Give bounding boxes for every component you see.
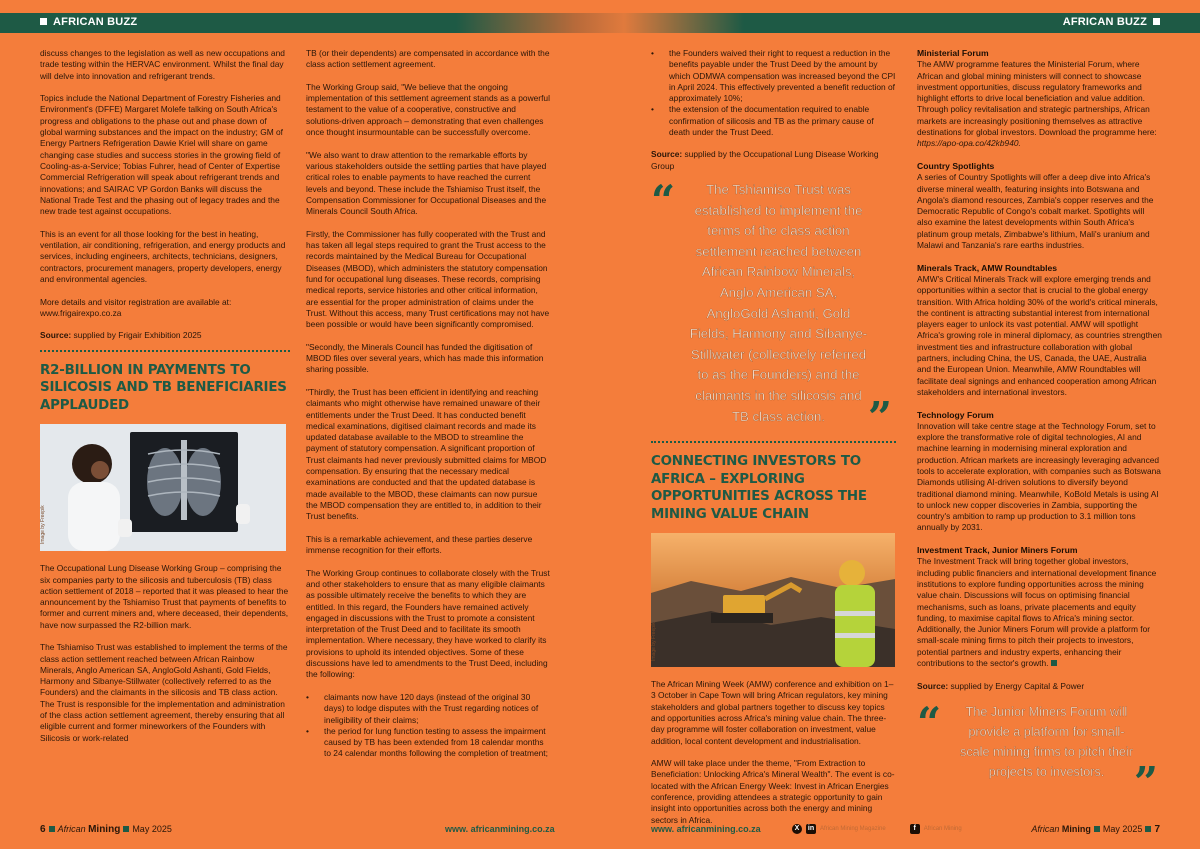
column-4 [917, 48, 1162, 807]
pull-quote-text: The Junior Miners Forum will provide a platform for small-scale mining firms to pitch their projects to investors. [960, 704, 1133, 779]
paragraph: TB (or their dependents) are compensated in accordance with the class action settlement agreement. [306, 48, 550, 70]
open-quote-icon: “ [651, 175, 676, 225]
programme-link[interactable]: https://apo-opa.co/42kb940. [917, 138, 1021, 149]
section-header-bar [0, 13, 1200, 33]
xray-photo [40, 424, 286, 551]
section-body: The AMW programme features the Ministerial Forum, where African and global mining ministers will connect to showcase investment opportunities, discuss regulatory frameworks and highlight efforts to drive local beneficiation and value addition. Through policy revitalisation and strategic partnerships, African markets are increasingly positioning themselves as attractive destinations for global investors. Download the programme here: [917, 59, 1157, 138]
dotted-divider [651, 441, 896, 443]
brand-name: African Mining [1031, 824, 1091, 834]
section-title: Technology Forum [917, 409, 994, 420]
section-label-left: AFRICAN BUZZ [40, 16, 137, 28]
column-1 [40, 48, 290, 755]
pull-quote [651, 175, 896, 443]
paragraph: This is a remarkable achievement, and these parties deserve immense recognition for their efforts. [306, 533, 533, 556]
source-line: Source: supplied by Energy Capital & Power [917, 680, 1085, 691]
linkedin-icon[interactable]: in [807, 825, 815, 832]
footer-left [40, 824, 172, 835]
dotted-divider [40, 350, 290, 352]
page-number-left: 6 [40, 824, 46, 835]
bullet-list [306, 692, 551, 760]
close-quote-icon: ” [1133, 757, 1158, 807]
bullet-list [651, 48, 896, 138]
section-title: Ministerial Forum [917, 48, 989, 58]
photo-credit: Image by Freepik [651, 622, 657, 662]
list-item: • the Founders waived their right to request a reduction in the benefits payable under the Trust Deed by the amount by which ODMWA compensation was increased beyond the CPI in April 2024. This effectively prevented a benefit reduction of approximately 10%; [651, 48, 896, 104]
column-3 [651, 48, 896, 837]
open-quote-icon: “ [917, 697, 942, 747]
pull-quote [917, 697, 1162, 807]
paragraph: AMW will take place under the theme, "From Extraction to Beneficiation: Unlocking Africa's Mineral Wealth". The event is co-located with the African Energy Week: Invest in African Energies conference, providing attendees a strategic opportunity to gain insight into opportunities across both the energy and mining sectors in Africa. [651, 758, 895, 825]
section-title: Minerals Track, AMW Roundtables [917, 262, 1058, 273]
section-minerals-track [917, 263, 1162, 399]
square-icon [1094, 826, 1100, 832]
section-body: A series of Country Spotlights will offer a deep dive into Africa's diverse mineral wealth, featuring insights into Botswana and Angola's diamond resources, Zambia's copper reserves and the Democratic Republic of Congo's cobalt market. Spotlights will also examine the latest developments within South Africa's platinum group metals, Zimbabwe's lithium, Mali's uranium and Malawi and Tanzania's rare earths industries. [917, 172, 1154, 251]
list-item: • the period for lung function testing to assess the impairment caused by TB has been extended from 18 calendar months to 24 calendar months following the completion of treatment; [306, 726, 551, 760]
square-icon [1153, 18, 1160, 25]
section-technology-forum [917, 410, 1162, 534]
section-label-right: AFRICAN BUZZ [1063, 16, 1160, 28]
list-item: • the extension of the documentation required to enable confirmation of silicosis and TB as the primary cause of death under the Trust Deed. [651, 104, 896, 138]
paragraph: "We also want to draw attention to the remarkable efforts by various stakeholders outside the settling parties that have played critical roles to enable payments to have reached the current levels and beyond. These include the Tshiamiso Trust itself, the Compensation Commissioner for Occupational Diseases and the Minerals Council South Africa. [306, 149, 547, 217]
photo-credit: Image by Freepik [40, 505, 46, 545]
facebook-icon[interactable]: f [910, 824, 920, 834]
section-body: The Investment Track will bring together global investors, including public financiers and international development finance institutions to explore funding opportunities across the mining value chain. Discussions will focus on optimising financial mechanisms, such as loans, private placements and equity funding, to maximise capital flows to Africa's mining sector. Additionally, the Junior Miners Forum will provide a platform for small-scale mining firms to pitch their projects to investors, potential partners and industry experts, enhancing their contributions to the sector's growth. [917, 556, 1157, 669]
source-line: Source: supplied by the Occupational Lung Disease Working Group [651, 149, 879, 171]
paragraph: Topics include the National Department of Forestry Fisheries and Environment's (DFFE) Margaret Molefe talking on South Africa's progress and obligations to the phase out and phase down of global warming substances and the impact on the industry; GM of Energy Partners Refrigeration Dawie Kriel will share on game changing case studies and success stories in the growing field of Cooling-as-a-Service; Tobias Fuhrer, head of Center of Expertise Commercial Refrigeration will speak about refrigerant trends and innovations; and SAIRAC VP Gordon Banks will discuss the National Trade Test and the phasing out of legacy trades and the new trade test against occupations. [40, 93, 284, 217]
section-ministerial-forum [917, 48, 1162, 150]
website-link-right[interactable]: www. africanmining.co.za [651, 824, 761, 834]
social-links [792, 824, 962, 834]
square-icon [49, 826, 55, 832]
paragraph: The Working Group said, "We believe that the ongoing implementation of this settlement agreement stands as a powerful testament to the value of a cooperative, constructive and solutions-driven approach – demonstrating that even challenges once thought insurmountable can be successfully overcome. [306, 81, 550, 138]
paragraph: The Tshiamiso Trust was established to implement the terms of the class action settlement reached between African Rainbow Minerals, Anglo American SA, AngloGold Ashanti, Gold Fields, Harmony and Sibanye-Stillwater (collectively referred to as the Founders) and the claimants in the silicosis and TB class action. The Trust is responsible for the implementation and administration of the class action settlement agreement, thereby ensuring that all eligible current and former mineworkers of the Founders with Silicosis or work-related [40, 642, 288, 743]
brand-name: African Mining [57, 824, 121, 835]
paragraph: More details and visitor registration are available at: www.frigairexpo.co.za [40, 296, 232, 318]
article-headline: R2-BILLION IN PAYMENTS TO SILICOSIS AND TB BENEFICIARIES APPLAUDED [40, 362, 287, 413]
paragraph: "Thirdly, the Trust has been efficient in identifying and reaching claimants who might otherwise have remained unaware of their entitlements under the Trust Deed. It has conducted benefit medical examinations, digitised claimant records and made its updated database available to the MBOD to streamline the payment of statutory compensation. A significant proportion of Trust claimants had never previously submitted claims for MBOD compensation. By ensuring that the necessary medical examinations are conducted and that the updated database is made available to the MBOD, these claimants can now pursue the MBOD compensation they are entitled to, in addition to their Trust benefits. [306, 386, 547, 522]
mining-illustration [651, 533, 895, 667]
square-icon [40, 18, 47, 25]
website-link-left[interactable]: www. africanmining.co.za [445, 824, 555, 834]
social-handle[interactable]: African Mining [923, 826, 962, 832]
paragraph: discuss changes to the legislation as well as new occupations and trade testing within the HERVAC environment. Whilst the final day will delve into innovation and refrigerant trends. [40, 48, 285, 81]
section-title: Country Spotlights [917, 160, 995, 171]
end-mark-icon [1051, 660, 1057, 666]
section-body: AMW's Critical Minerals Track will explore emerging trends and opportunities within a sector that is crucial to the global energy transition. With Africa holding 30% of the world's critical minerals, the continent is attracting substantial interest from international players eager to unlock its vast potential. AMW will spotlight Africa's growing role in mineral diplomacy, as countries strengthen investment ties and infrastructure collaboration with global partners, including China, the US, Canada, the UAE, Australia and the European Union. Meanwhile, AMW Roundtables will facilitate deal signings and enhanced cooperation among African stakeholders and international investors. [917, 273, 1162, 397]
paragraph: "Secondly, the Minerals Council has funded the digitisation of MBOD files over several years, which has made this information sharing possible. [306, 341, 544, 375]
column-2 [306, 48, 551, 760]
paragraph: This is an event for all those looking for the best in heating, ventilation, air conditioning, refrigeration, and energy products and services, including engineers, architects, technicians, designers, contractors, procurement managers, property developers, energy and environmental agencies. [40, 228, 286, 284]
section-investment-track [917, 545, 1162, 669]
x-icon[interactable]: X [792, 824, 802, 834]
issue-date: May 2025 [132, 824, 172, 834]
list-item: • claimants now have 120 days (instead of the original 30 days) to lodge disputes with the Trust regarding notices of ineligibility of their claims; [306, 692, 551, 726]
square-icon [123, 826, 129, 832]
paragraph: The Occupational Lung Disease Working Group – comprising the six companies party to the silicosis and tuberculosis (TB) class action settlement of 2018 – reported that it was pleased to hear the announcement by the Tshiamiso Trust that payments of benefits to former and current miners and, where deceased, their dependents, have now surpassed the R2-billion mark. [40, 563, 289, 630]
section-body: Innovation will take centre stage at the Technology Forum, set to explore the transformative role of digital technologies, AI and machine learning in modernising mineral exploration and production. African markets are increasingly leveraging advanced tools to accelerate exploration, with companies such as Botswana Diamonds utilising AI-driven solutions to diversify beyond traditional diamond mining. Meanwhile, KoBold Metals is using AI to unlock new copper discoveries in Zambia, supporting the country's ambition to ramp up production to 3.1 million tons annually by 2031. [917, 420, 1161, 533]
xray-illustration [40, 424, 286, 551]
page-number-right: 7 [1154, 824, 1160, 835]
social-handle[interactable]: African Mining Magazine [820, 826, 886, 832]
footer-right [1031, 824, 1160, 835]
section-title: Investment Track, Junior Miners Forum [917, 545, 1078, 556]
paragraph: The African Mining Week (AMW) conference and exhibition on 1–3 October in Cape Town will bring African regulators, key mining stakeholders and global partners together to discuss key topics and opportunities across Africa's mining value chain. The three-day programme will foster collaboration on investment, value addition, local content development and industrialisation. [651, 679, 894, 746]
pull-quote-text: The Tshiamiso Trust was established to implement the terms of the class action settlement reached between African Rainbow Minerals, Anglo American SA, AngloGold Ashanti, Gold Fields, Harmony and Sibanye-Stillwater (collectively referred to as the Founders) and the claimants in the silicosis and TB class action. [689, 181, 868, 424]
source-line: Source: supplied by Frigair Exhibition 2025 [40, 330, 202, 341]
square-icon [1145, 826, 1151, 832]
paragraph: Firstly, the Commissioner has fully cooperated with the Trust and has taken all legal steps required to grant the Trust access to the records maintained by the Medical Bureau for Occupational Diseases (MBOD), which administers the statutory compensation fund for occupational lung diseases. These records, comprising medical reports, service histories and other critical information, are essential for the proper administration of claims under the Trust. Without this access, many Trust certifications may not have been possible or would have been significantly compromised. [306, 228, 550, 330]
paragraph: The Working Group continues to collaborate closely with the Trust and other stakeholders to ensure that as many eligible claimants as possible ultimately receive the benefits to which they are entitled. In this regard, the Founders have remained actively engaged in discussions with the Trust to promote a consistent interpretation of the Trust Deed and to facilitate its smooth implementation. Where necessary, they have worked to clarify its provisions to uphold its intended objectives. Some of these discussions have led to amendments to the Trust Deed, including the following: [306, 567, 550, 680]
close-quote-icon: ” [867, 393, 892, 443]
article-headline: CONNECTING INVESTORS TO AFRICA – EXPLORING OPPORTUNITIES ACROSS THE MINING VALUE CHAIN [651, 454, 867, 522]
mining-photo [651, 533, 895, 667]
section-country-spotlights [917, 161, 1162, 251]
issue-date: May 2025 [1102, 824, 1143, 834]
